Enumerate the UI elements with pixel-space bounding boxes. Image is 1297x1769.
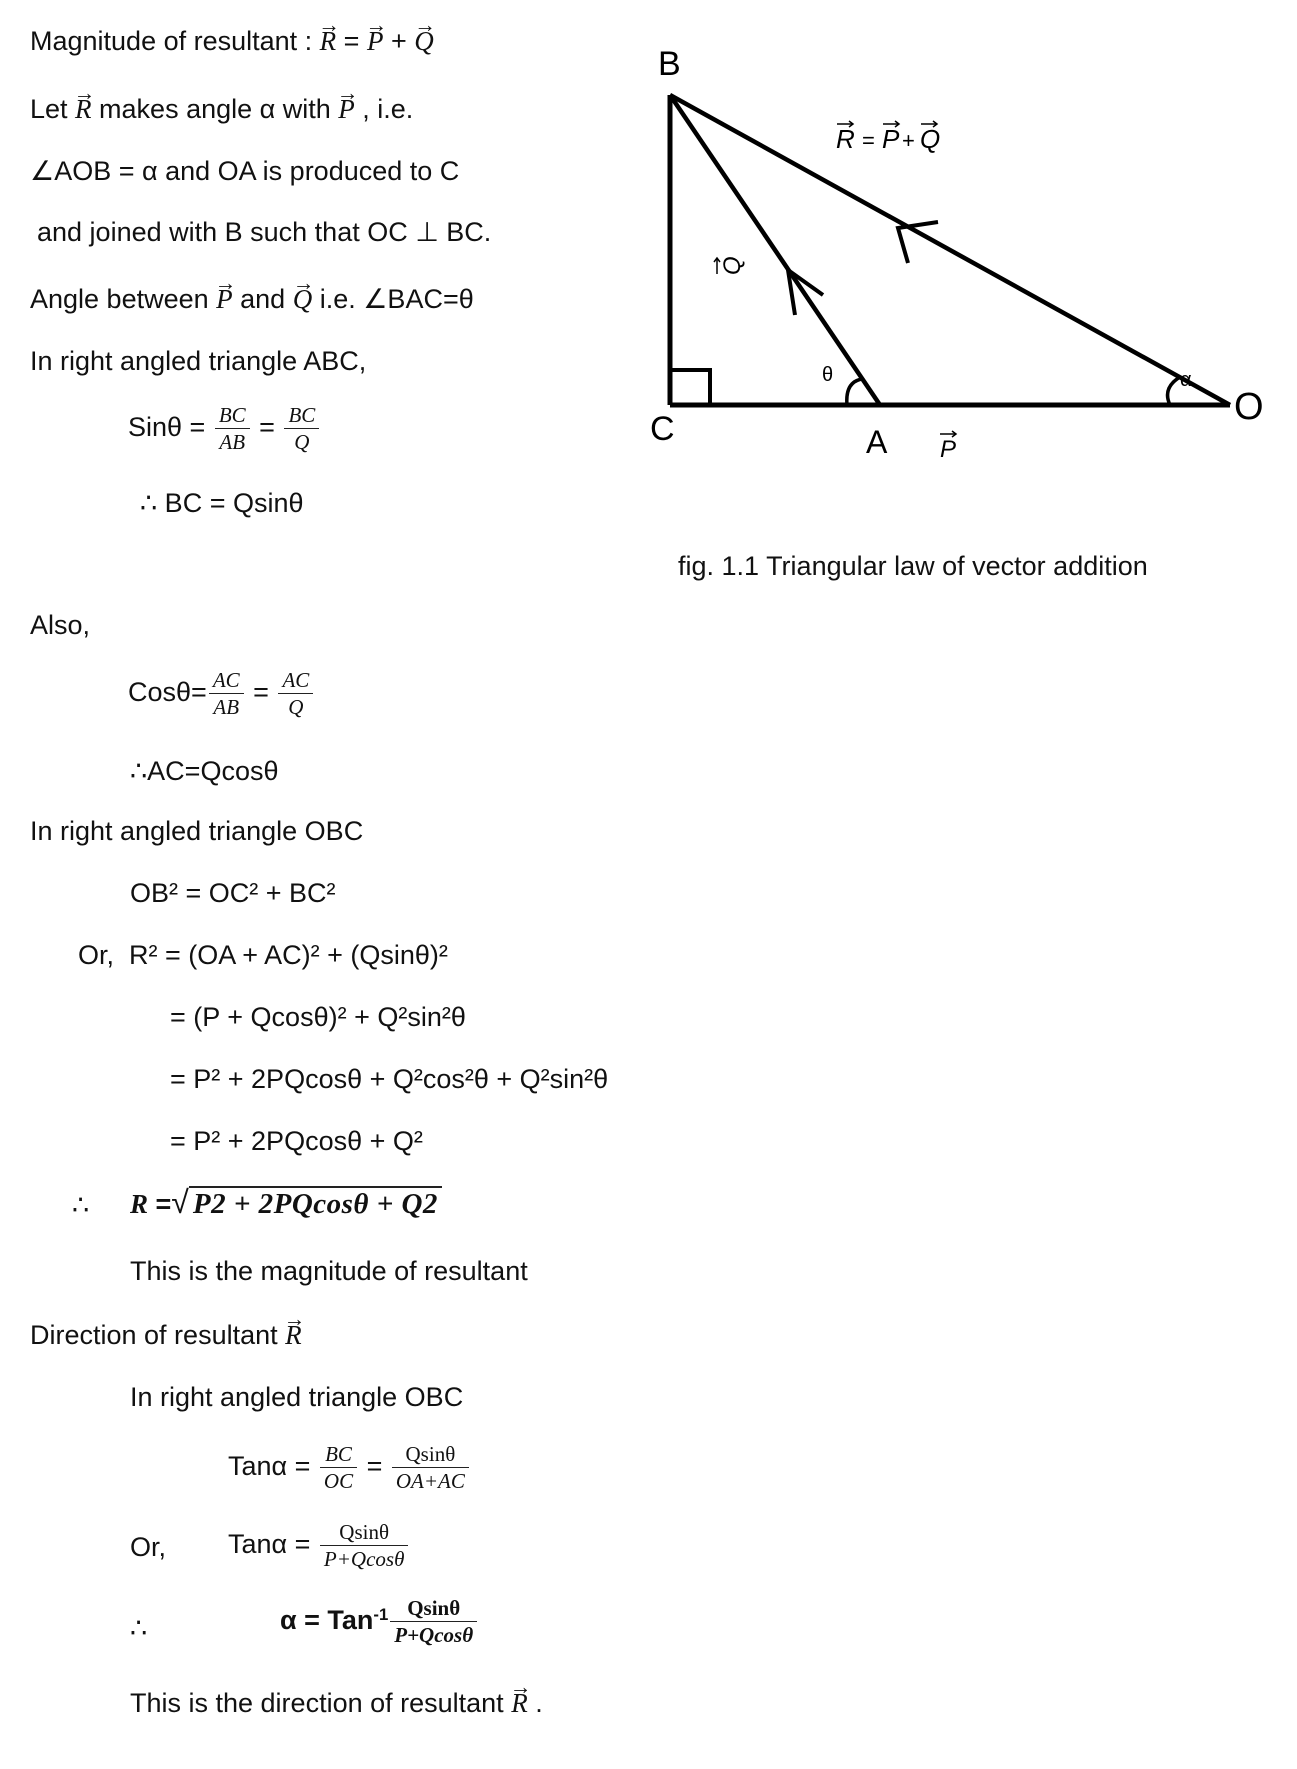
tan-label: Tanα = [228, 1529, 318, 1560]
also-text: Also, [30, 610, 91, 640]
direction-heading-text: Direction of resultant [30, 1320, 286, 1350]
vector-p: → P [338, 96, 355, 123]
resultant-magnitude-formula [130, 1186, 442, 1219]
vector-r: → R [320, 28, 337, 55]
sin-label: Sinθ = [128, 412, 213, 443]
and-text: and [232, 284, 293, 314]
expansion-line-1: = (P + Qcosθ)² + Q²sin²θ [170, 1002, 466, 1032]
period: . [527, 1688, 543, 1718]
triangle-abc-heading: In right angled triangle ABC, [30, 346, 367, 376]
fraction-bc-q [284, 405, 319, 453]
denominator: OA+AC [395, 1469, 465, 1493]
fraction-bc-ab [215, 405, 250, 453]
numerator: Qsinθ [390, 1598, 477, 1622]
bc-result: ∴ BC = Qsinθ [140, 488, 304, 518]
vector-p: → P [367, 28, 384, 55]
let-text: Let [30, 94, 76, 124]
vector-p: → P [216, 286, 233, 313]
vector-r: → R [285, 1322, 302, 1349]
label-q-letter: Q [719, 256, 746, 275]
denominator: OC [323, 1469, 354, 1493]
therefore-symbol: ∴ [72, 1190, 90, 1220]
magnitude-heading-text: Magnitude of resultant : [30, 26, 320, 56]
direction-heading [30, 1322, 302, 1349]
tan-equation-2 [228, 1522, 410, 1570]
label-alpha: α [1180, 369, 1192, 391]
sin-equation: Sinθ = $\frac{BC}{AB}$ = $\frac{BC}{Q}$ [128, 405, 321, 453]
or-label: Or, [130, 1532, 167, 1562]
vector-r: → R [511, 1690, 528, 1717]
angle-between-line [30, 286, 474, 313]
fraction-qsin-oa-ac [392, 1444, 469, 1492]
direction-note-text: This is the direction of resultant [130, 1688, 512, 1718]
sqrt-sign: √ [171, 1184, 189, 1220]
label-a: A [866, 424, 888, 460]
numerator: BC [215, 405, 250, 429]
label-b: B [658, 45, 681, 83]
numerator: Qsinθ [392, 1444, 469, 1468]
label-vector-p [940, 431, 956, 463]
makes-angle-text: makes angle α with [91, 94, 339, 124]
label-theta: θ [822, 364, 834, 386]
tan-equation-1: Tanα = $\frac{BC}{OC}$ = $\frac{Qsin\theta}{OA+AC}$ [228, 1444, 471, 1492]
triangle-obc-heading: In right angled triangle OBC [30, 816, 364, 846]
angle-between-text: Angle between [30, 284, 217, 314]
fraction-qsin-p-qcos [390, 1598, 477, 1646]
direction-note [130, 1690, 543, 1717]
denominator: Q [294, 430, 310, 454]
alpha-arc [1168, 377, 1180, 405]
numerator: Qsinθ [320, 1522, 408, 1546]
sqrt-content: P2 + 2PQcosθ + Q2 [189, 1186, 442, 1219]
construction-line-2: and joined with B such that OC ⊥ BC. [37, 217, 492, 247]
vector-r: → R [75, 96, 92, 123]
vector-r-line [670, 95, 1230, 405]
tan-label: Tanα = [228, 1451, 318, 1482]
denominator: P+Qcosθ [323, 1547, 405, 1571]
equals: = [148, 1189, 172, 1219]
direction-subheading: In right angled triangle OBC [130, 1382, 464, 1412]
triangle-diagram [640, 30, 1280, 590]
eq-q: Q [920, 124, 941, 154]
denominator: Q [288, 695, 304, 719]
eq-equals: = [862, 128, 875, 153]
angle-definition-line [30, 96, 413, 123]
expansion-line-2: = P² + 2PQcosθ + Q²cos²θ + Q²sin²θ [170, 1064, 609, 1094]
denominator: AB [219, 430, 246, 454]
label-c: C [650, 410, 675, 448]
vector-q: → Q [293, 286, 313, 313]
denominator: AB [213, 695, 240, 719]
r-squared-equation: R² = (OA + AC)² + (Qsinθ)² [129, 940, 448, 970]
bac-theta-text: i.e. ∠BAC=θ [312, 284, 474, 314]
inverse-superscript: -1 [373, 1604, 389, 1624]
fraction-bc-oc [320, 1444, 357, 1492]
equals: = [336, 26, 367, 56]
numerator: BC [284, 405, 319, 429]
alpha-formula [280, 1598, 479, 1646]
eq-plus: + [902, 128, 915, 153]
numerator: AC [278, 670, 313, 694]
alpha-equals-tan: α = Tan [280, 1605, 374, 1636]
resultant-equation-label [836, 121, 940, 154]
numerator: BC [320, 1444, 357, 1468]
label-vector-q [714, 256, 746, 275]
figure-caption: fig. 1.1 Triangular law of vector addition [678, 551, 1148, 581]
magnitude-heading [30, 28, 434, 55]
therefore-symbol: ∴ [130, 1613, 148, 1643]
expansion-line-3: = P² + 2PQcosθ + Q² [170, 1126, 423, 1156]
fraction-ac-q [278, 670, 313, 718]
r-symbol: R [130, 1189, 149, 1219]
vector-q: → Q [414, 28, 434, 55]
fraction-qsin-p-qcos [320, 1522, 408, 1570]
plus: + [383, 26, 415, 56]
label-o: O [1234, 386, 1264, 428]
fraction-ac-ab [209, 670, 244, 718]
cos-equation: Cosθ= $\frac{AC}{AB}$ = $\frac{AC}{Q}$ [128, 670, 315, 718]
denominator: P+Qcosθ [394, 1623, 474, 1647]
numerator: AC [209, 670, 244, 694]
ob-equation: OB² = OC² + BC² [130, 878, 336, 908]
ac-result: ∴AC=Qcosθ [130, 756, 279, 786]
eq-p: P [882, 124, 900, 154]
or-label: Or, [78, 940, 115, 970]
cos-label: Cosθ= [128, 677, 207, 708]
magnitude-note: This is the magnitude of resultant [130, 1256, 528, 1286]
eq-r: R [836, 124, 855, 154]
r-squared-line [78, 942, 448, 969]
construction-line-1: ∠AOB = α and OA is produced to C [30, 156, 460, 186]
ie-text: , i.e. [354, 94, 414, 124]
right-angle-marker [670, 370, 710, 405]
theta-arc [847, 379, 862, 405]
label-p-letter: P [940, 436, 957, 463]
